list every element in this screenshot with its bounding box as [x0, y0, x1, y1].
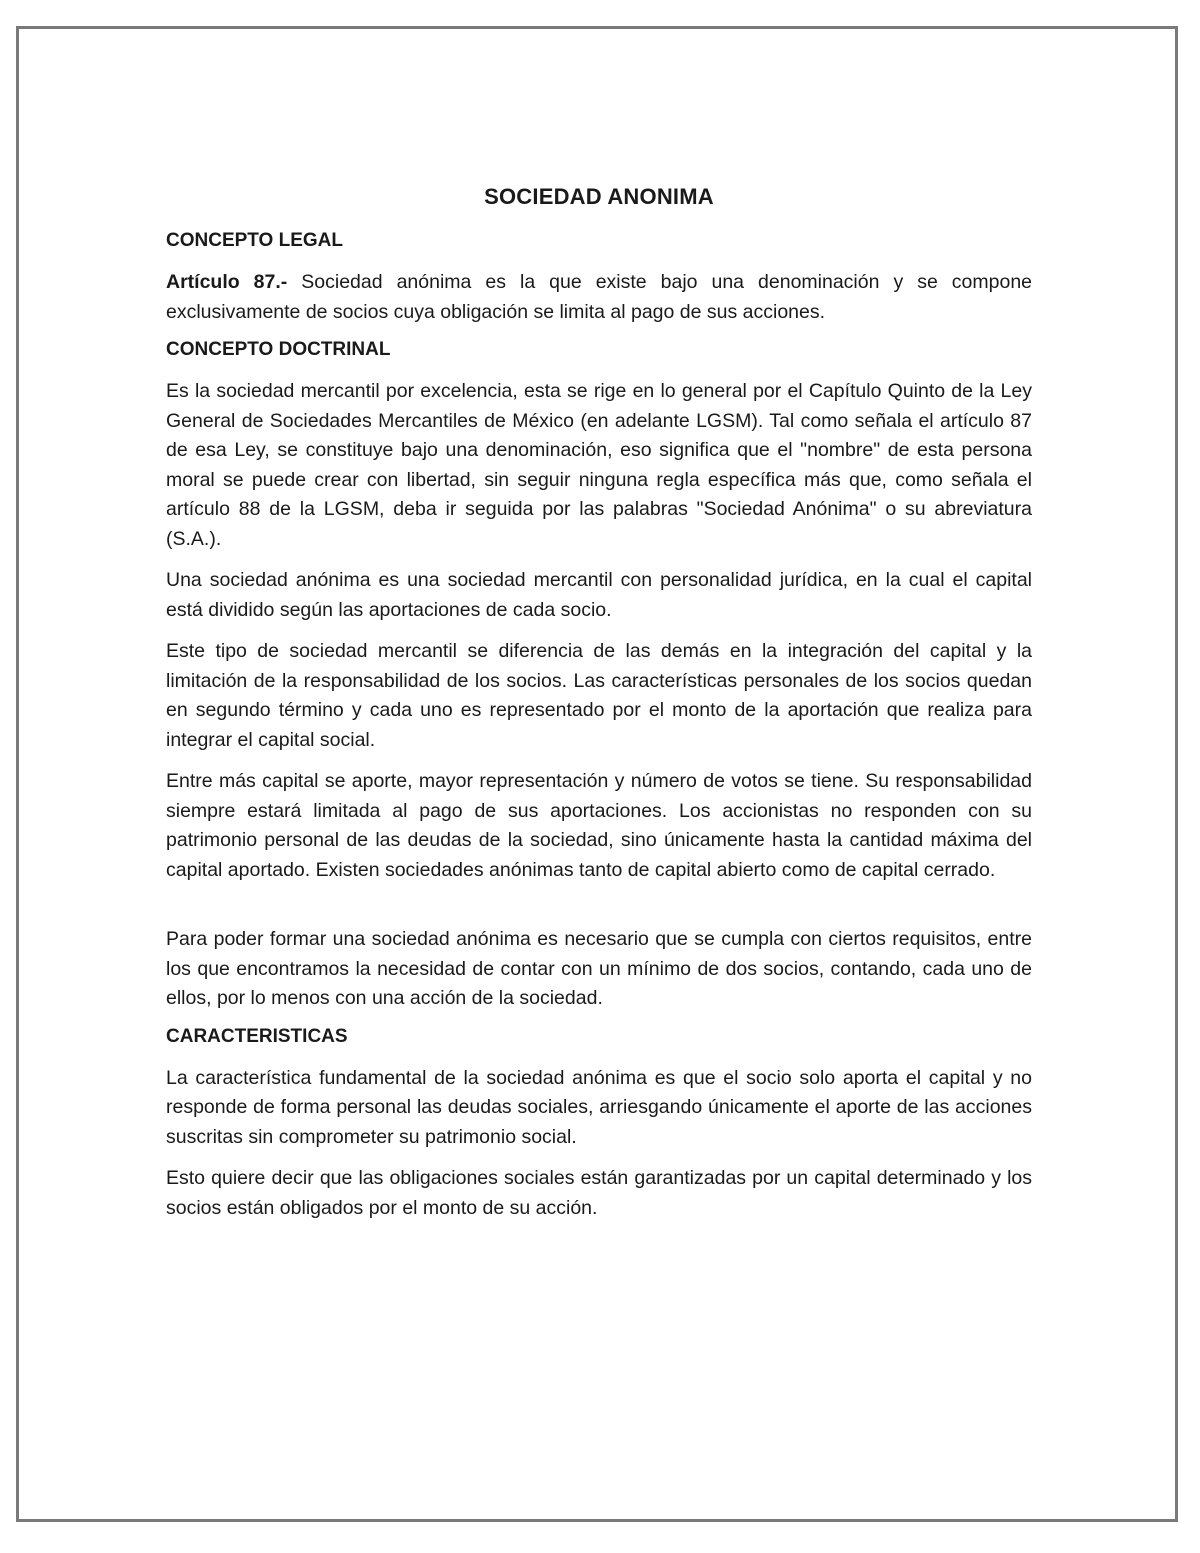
doctrinal-paragraph-4: Entre más capital se aporte, mayor representación y número de votos se tiene. Su responsabilidad siempre estará limitada al pago de sus aportaciones. Los accionistas no responden con su patrimonio personal de las deudas de la sociedad, sino únicamente hasta la cantidad máxima del capital aportado. Existen sociedades anónimas tanto de capital abierto como de capital cerrado.	[166, 770, 1032, 881]
section-concepto-doctrinal	[166, 339, 1032, 1014]
caracteristicas-paragraph-1: La característica fundamental de la sociedad anónima es que el socio solo aporta el capital y no responde de forma personal las deudas sociales, arriesgando únicamente el aporte de las acciones suscritas sin comprometer su patrimonio social.	[166, 1066, 1032, 1148]
document-title: SOCIEDAD ANONIMA	[484, 184, 714, 209]
article-87-paragraph	[166, 268, 1032, 327]
article-87-label: Artículo 87.-	[166, 271, 288, 293]
section-heading-concepto-legal: CONCEPTO LEGAL	[166, 230, 343, 251]
doctrinal-paragraph-5: Para poder formar una sociedad anónima es necesario que se cumpla con ciertos requisitos, entre los que encontramos la necesidad de contar con un mínimo de dos socios, contando, cada uno de ellos, por lo menos con una acción de la sociedad.	[166, 928, 1032, 1009]
section-concepto-legal	[166, 230, 1032, 327]
article-87-text: Sociedad anónima es la que existe bajo una denominación y se compone exclusivamente de socios cuya obligación se limita al pago de sus acciones.	[166, 271, 1033, 323]
section-heading-caracteristicas: CARACTERISTICAS	[166, 1025, 348, 1047]
doctrinal-paragraph-1: Es la sociedad mercantil por excelencia, esta se rige en lo general por el Capítulo Quinto de la Ley General de Sociedades Mercantiles de México (en adelante LGSM). Tal como señala el artículo 87 de esa Ley, se constituye bajo una denominación, eso significa que el "nombre" de esta persona moral se puede crear con libertad, sin seguir ninguna regla específica más que, como señala el artículo 88 de la LGSM, deba ir seguida por las palabras "Sociedad Anónima" o su abreviatura (S.A.).	[166, 380, 1032, 550]
section-caracteristicas	[166, 1026, 1032, 1224]
section-heading-concepto-doctrinal: CONCEPTO DOCTRINAL	[166, 339, 391, 360]
doctrinal-paragraph-3: Este tipo de sociedad mercantil se diferencia de las demás en la integración del capital y la limitación de la responsabilidad de los socios. Las características personales de los socios quedan en segundo término y cada uno es representado por el monto de la aportación que realiza para integrar el capital social.	[166, 640, 1032, 751]
caracteristicas-paragraph-2: Esto quiere decir que las obligaciones sociales están garantizadas por un capital determinado y los socios están obligados por el monto de su acción.	[166, 1167, 1032, 1219]
doctrinal-paragraph-2: Una sociedad anónima es una sociedad mercantil con personalidad jurídica, en la cual el capital está dividido según las aportaciones de cada socio.	[166, 569, 1032, 621]
document-body	[166, 184, 1032, 1235]
